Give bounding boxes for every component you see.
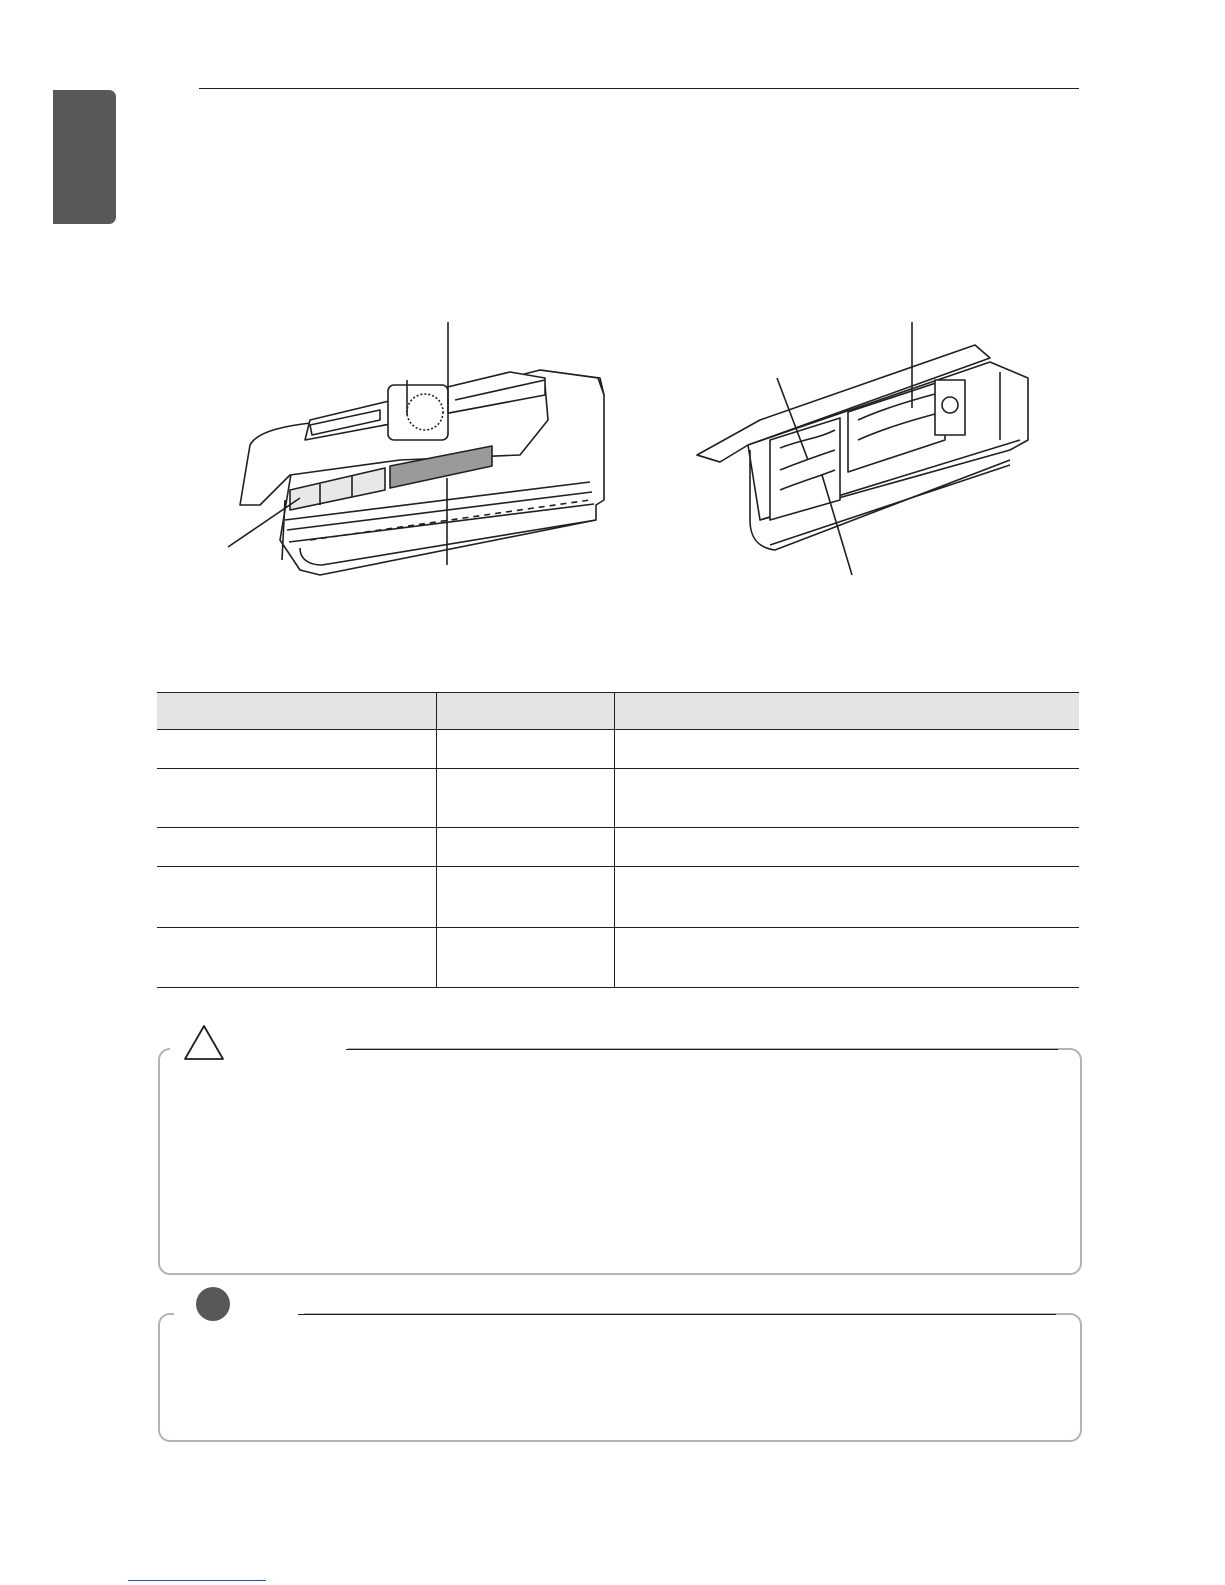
indoor-unit-raised-panel-illustration: [697, 345, 1028, 550]
table-header: [436, 693, 614, 730]
table-row: [157, 730, 1079, 769]
table-header: [614, 693, 1079, 730]
caution-header-rule: [346, 1049, 1058, 1050]
table-cell: [436, 769, 614, 828]
table-cell: [157, 928, 436, 988]
table-cell: [157, 730, 436, 769]
table-row: [157, 867, 1079, 928]
table-cell: [157, 769, 436, 828]
maintenance-table: [157, 692, 1079, 988]
table-cell: [614, 828, 1079, 867]
caution-header: [170, 1034, 348, 1064]
table-cell: [436, 730, 614, 769]
note-header: [174, 1299, 304, 1329]
table-row: [157, 828, 1079, 867]
table-row: [157, 928, 1079, 988]
footer-link-underline[interactable]: [128, 1580, 266, 1581]
table-cell: [157, 867, 436, 928]
table-row: [157, 769, 1079, 828]
indoor-unit-open-panel-illustration: [240, 370, 604, 575]
table-cell: [614, 928, 1079, 988]
note-box: [158, 1313, 1082, 1442]
note-circle-icon: [196, 1287, 230, 1321]
table-cell: [436, 928, 614, 988]
note-header-rule: [298, 1314, 1056, 1315]
table-cell: [436, 828, 614, 867]
table-header: [157, 693, 436, 730]
table-cell: [157, 828, 436, 867]
table-cell: [436, 867, 614, 928]
indoor-unit-diagram: [0, 0, 1225, 620]
table-header-row: [157, 693, 1079, 730]
table-cell: [614, 769, 1079, 828]
table-cell: [614, 730, 1079, 769]
caution-box: [158, 1048, 1082, 1275]
warning-triangle-icon: [182, 1023, 226, 1063]
table-cell: [614, 867, 1079, 928]
